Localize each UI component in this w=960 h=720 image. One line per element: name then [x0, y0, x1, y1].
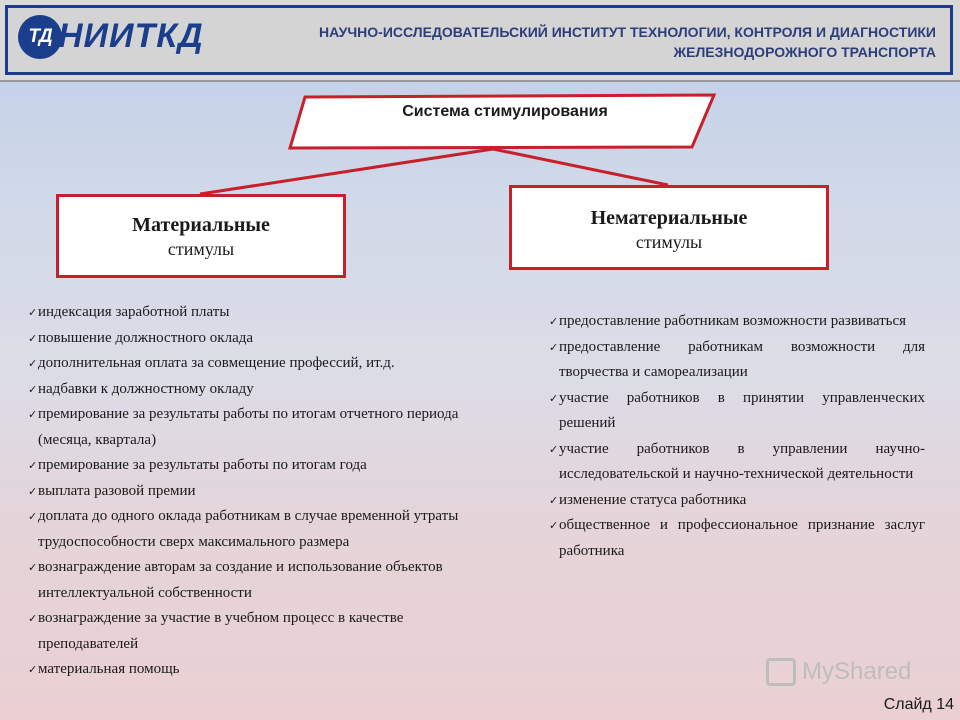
check-icon: ✓ — [28, 331, 38, 345]
list-item: ✓ вознаграждение за участие в учебном процесс в качестве преподавателей — [28, 606, 506, 657]
list-item: ✓ общественное и профессиональное признание заслуг работника — [549, 513, 925, 564]
list-item: ✓ премирование за результаты работы по итогам отчетного периода (месяца, квартала) — [28, 402, 506, 453]
list-item: ✓ участие работников в управлении научно-исследовательской и научно-технической деятельности — [549, 437, 925, 488]
check-icon: ✓ — [28, 612, 38, 625]
check-icon: ✓ — [549, 442, 559, 456]
nonmaterial-box-title: Нематериальные — [590, 207, 748, 229]
connector-to-material — [200, 149, 493, 194]
list-item: ✓ участие работников в принятии управленческих решений — [549, 386, 925, 437]
logo-text: НИИТКД — [58, 17, 204, 55]
check-icon: ✓ — [28, 306, 38, 319]
check-icon: ✓ — [28, 357, 38, 370]
material-stimuli-box — [56, 194, 346, 278]
check-icon: ✓ — [549, 315, 559, 328]
material-box-subtitle: стимулы — [167, 239, 235, 259]
list-item: ✓ предоставление работникам возможности для творчества и самореализации — [549, 335, 925, 386]
watermark-icon — [766, 658, 796, 686]
nonmaterial-stimuli-box — [509, 185, 829, 270]
check-icon: ✓ — [28, 459, 38, 472]
list-item: ✓ повышение должностного оклада — [28, 326, 506, 352]
list-item: ✓ надбавки к должностному окладу — [28, 377, 506, 403]
watermark-logo — [766, 656, 926, 690]
logo-badge-icon: ТД — [18, 15, 62, 59]
material-stimuli-list — [28, 300, 506, 683]
check-icon: ✓ — [28, 663, 38, 676]
list-item: ✓ доплата до одного оклада работникам в случае временной утраты трудоспособности сверх максимального размера — [28, 504, 506, 555]
list-item: ✓ материальная помощь — [28, 657, 506, 683]
list-item: ✓ выплата разовой премии — [28, 479, 506, 505]
check-icon: ✓ — [28, 561, 38, 574]
institute-name-line1: НАУЧНО-ИССЛЕДОВАТЕЛЬСКИЙ ИНСТИТУТ ТЕХНОЛОГИИ, КОНТРОЛЯ И ДИАГНОСТИКИ — [318, 24, 936, 40]
nonmaterial-stimuli-list — [549, 309, 925, 564]
check-icon: ✓ — [28, 484, 38, 498]
watermark-text: MyShared — [802, 658, 912, 685]
check-icon: ✓ — [549, 391, 559, 405]
check-icon: ✓ — [28, 408, 38, 421]
material-box-title: Материальные — [132, 214, 270, 236]
slide-number: Слайд 14 — [883, 696, 954, 713]
list-item: ✓ вознаграждение авторам за создание и использование объектов интеллектуальной собственности — [28, 555, 506, 606]
list-item: ✓ предоставление работникам возможности развиваться — [549, 309, 925, 335]
list-item: ✓ изменение статуса работника — [549, 488, 925, 514]
institute-name-line2: ЖЕЛЕЗНОДОРОЖНОГО ТРАНСПОРТА — [673, 44, 936, 60]
list-item: ✓ премирование за результаты работы по итогам года — [28, 453, 506, 479]
nonmaterial-box-subtitle: стимулы — [635, 232, 703, 252]
check-icon: ✓ — [549, 519, 559, 532]
check-icon: ✓ — [28, 382, 38, 396]
check-icon: ✓ — [549, 340, 559, 354]
list-item: ✓ дополнительная оплата за совмещение профессий, ит.д. — [28, 351, 506, 377]
connector-to-nonmaterial — [493, 149, 668, 185]
root-node-label: Система стимулирования — [402, 103, 608, 120]
check-icon: ✓ — [549, 493, 559, 507]
list-item: ✓ индексация заработной платы — [28, 300, 506, 326]
check-icon: ✓ — [28, 510, 38, 523]
